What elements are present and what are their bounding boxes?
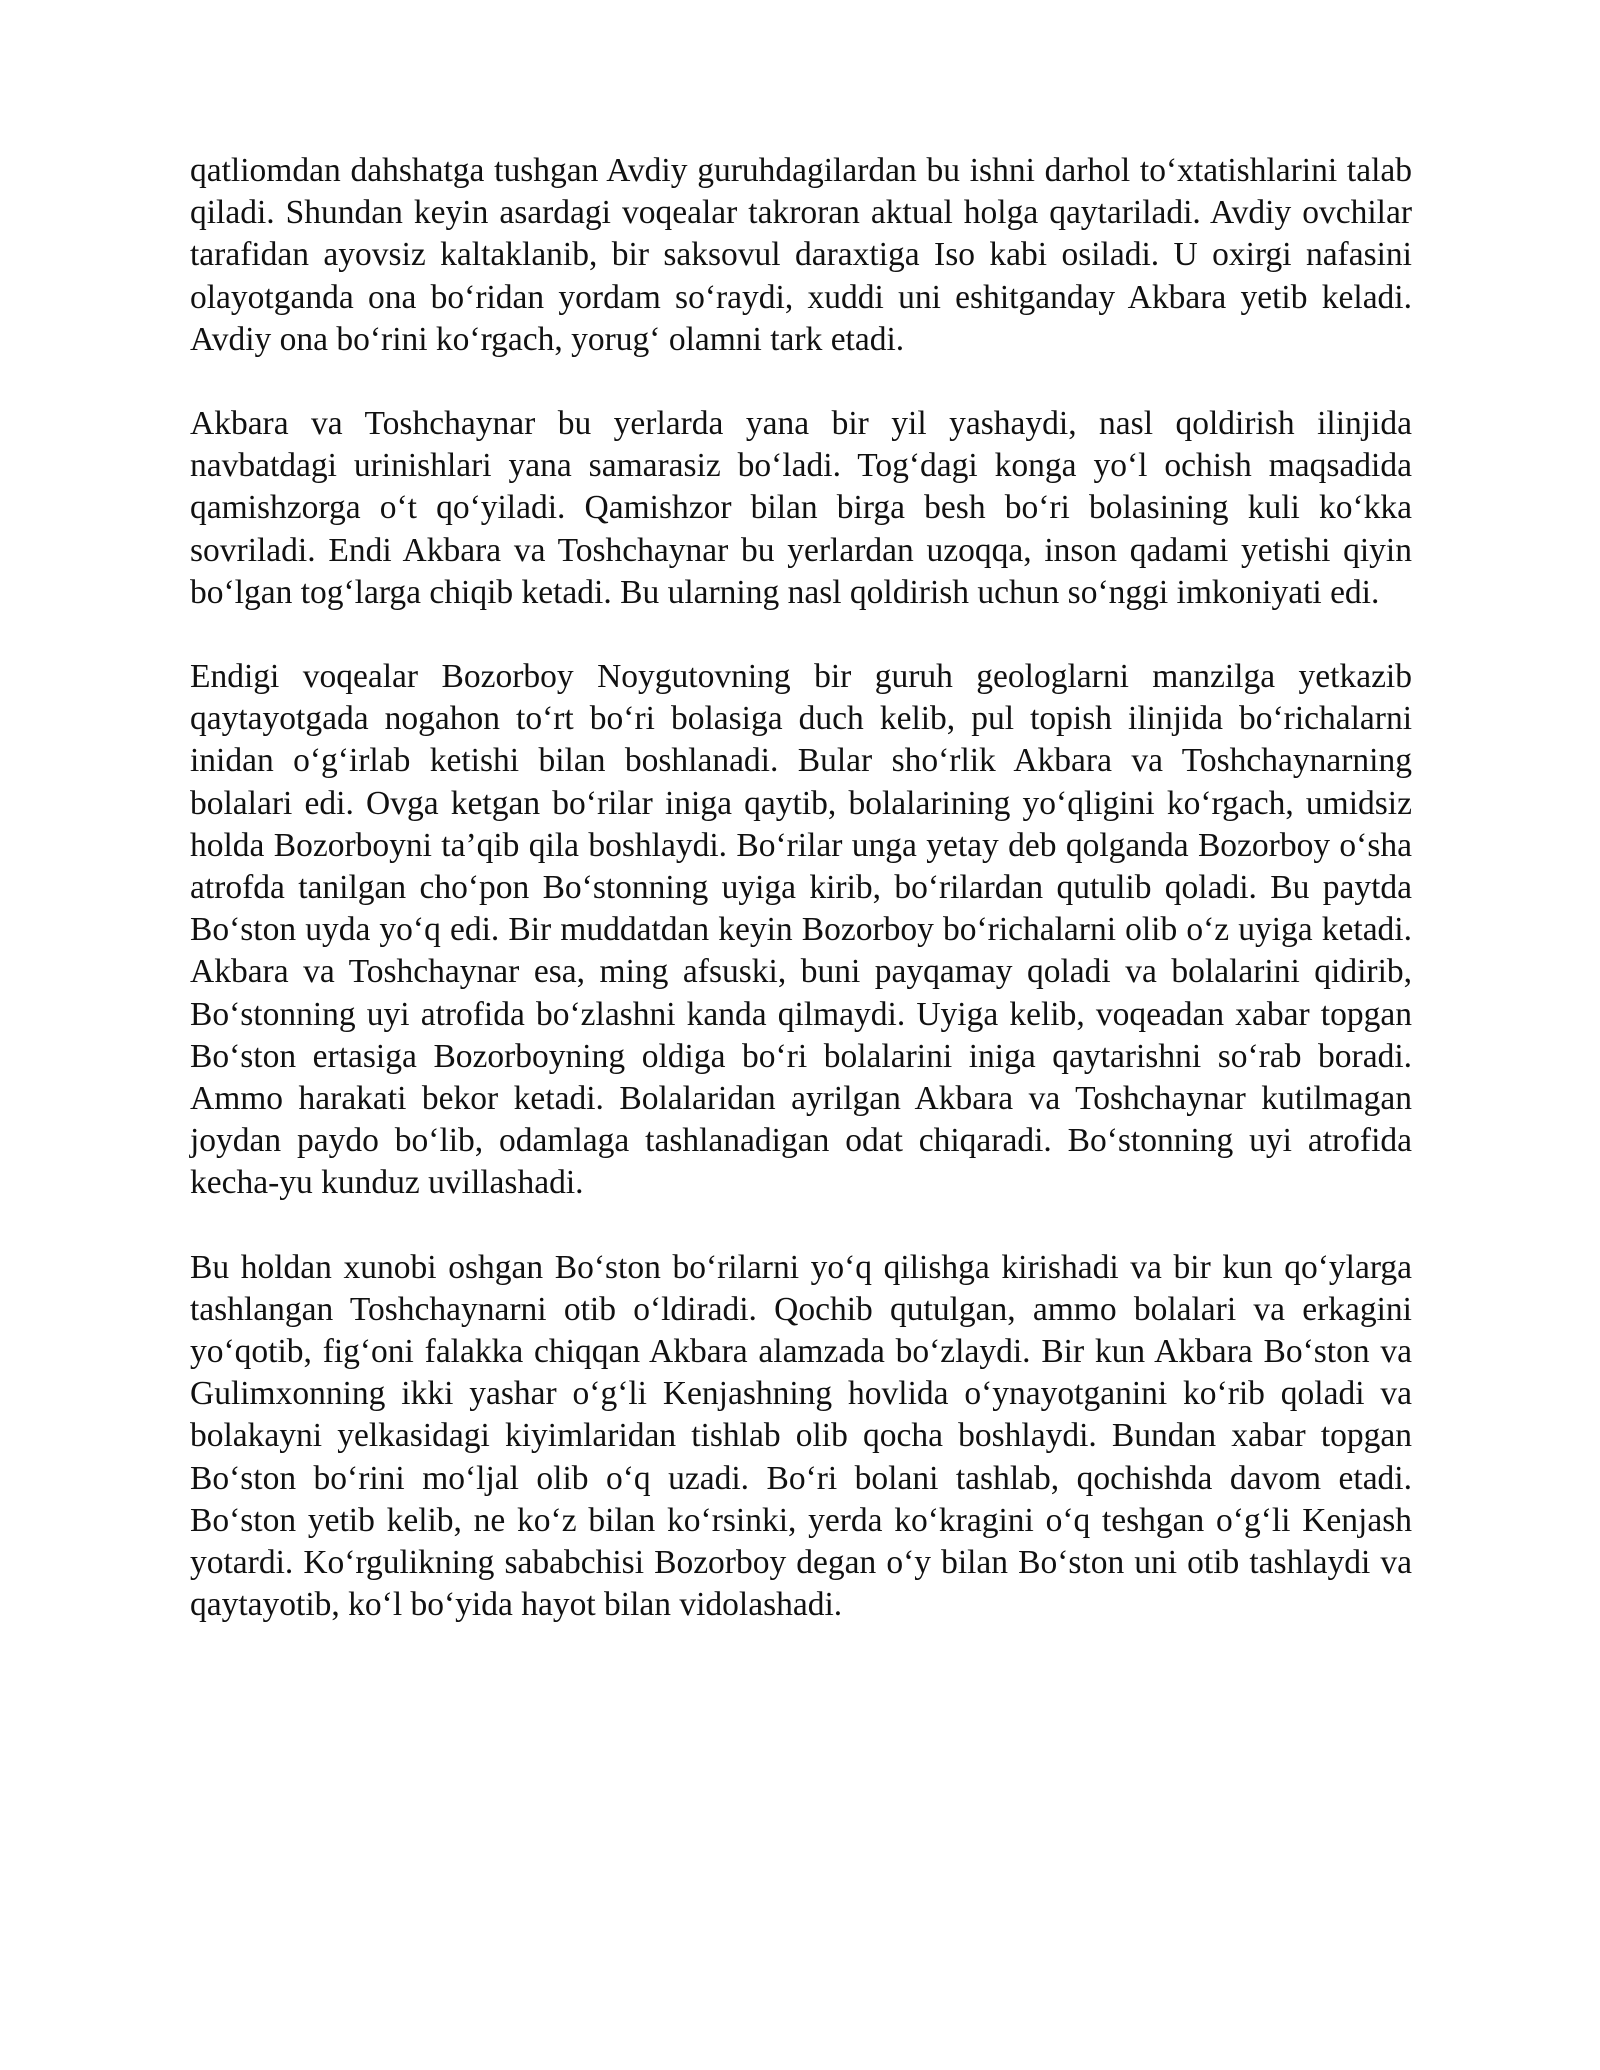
paragraph-3: Endigi voqealar Bozorboy Noygutovning bir guruh geologlarni manzilga yetkazib qaytayotgada nogahon to‘rt bo‘ri bolasiga duch kelib, pul topish ilinjida bo‘richalarni inidan o‘g‘irlab ketishi bilan boshlanadi. Bular sho‘rlik Akbara va Toshchaynarning bolalari edi. Ovga ketgan bo‘rilar iniga qaytib, bolalarining yo‘qligini ko‘rgach, umidsiz holda Bozorboyni ta’qib qila boshlaydi. Bo‘rilar unga yetay deb qolganda Bozorboy o‘sha atrofda tanilgan cho‘pon Bo‘stonning uyiga kirib, bo‘rilardan qutulib qoladi. Bu paytda Bo‘ston uyda yo‘q edi. Bir muddatdan keyin Bozorboy bo‘richalarni olib o‘z uyiga ketadi. Akbara va Toshchaynar esa, ming afsuski, buni payqamay qoladi va bolalarini qidirib, Bo‘stonning uyi atrofida bo‘zlashni kanda qilmaydi. Uyiga kelib, voqeadan xabar topgan Bo‘ston ertasiga Bozorboyning oldiga bo‘ri bolalarini iniga qaytarishni so‘rab boradi. Ammo harakati bekor ketadi. Bolalaridan ayrilgan Akbara va Toshchaynar kutilmagan joydan paydo bo‘lib, odamlaga tashlanadigan odat chiqaradi. Bo‘stonning uyi atrofida kecha-yu kunduz uvillashadi. bbox=[190, 658, 1412, 1202]
paragraph-2: Akbara va Toshchaynar bu yerlarda yana bir yil yashaydi, nasl qoldirish ilinjida navbatdagi urinishlari yana samarasiz bo‘ladi. Tog‘dagi konga yo‘l ochish maqsadida qamishzorga o‘t qo‘yiladi. Qamishzor bilan birga besh bo‘ri bolasining kuli ko‘kka sovriladi. Endi Akbara va Toshchaynar bu yerlardan uzoqqa, inson qadami yetishi qiyin bo‘lgan tog‘larga chiqib ketadi. Bu ularning nasl qoldirish uchun so‘nggi imkoniyati edi. bbox=[190, 405, 1412, 611]
document-page bbox=[190, 150, 1412, 1669]
paragraph-4: Bu holdan xunobi oshgan Bo‘ston bo‘rilarni yo‘q qilishga kirishadi va bir kun qo‘ylarga tashlangan Toshchaynarni otib o‘ldiradi. Qochib qutulgan, ammo bolalari va erkagini yo‘qotib, fig‘oni falakka chiqqan Akbara alamzada bo‘zlaydi. Bir kun Akbara Bo‘ston va Gulimxonning ikki yashar o‘g‘li Kenjashning hovlida o‘ynayotganini ko‘rib qoladi va bolakayni yelkasidagi kiyimlaridan tishlab olib qocha boshlaydi. Bundan xabar topgan Bo‘ston bo‘rini mo‘ljal olib o‘q uzadi. Bo‘ri bolani tashlab, qochishda davom etadi. Bo‘ston yetib kelib, ne ko‘z bilan ko‘rsinki, yerda ko‘kragini o‘q teshgan o‘g‘li Kenjash yotardi. Ko‘rgulikning sababchisi Bozorboy degan o‘y bilan Bo‘ston uni otib tashlaydi va qaytayotib, ko‘l bo‘yida hayot bilan vidolashadi. bbox=[190, 1248, 1412, 1624]
paragraph-1: qatliomdan dahshatga tushgan Avdiy guruhdagilardan bu ishni darhol to‘xtatishlarini talab qiladi. Shundan keyin asardagi voqealar takroran aktual holga qaytariladi. Avdiy ovchilar tarafidan ayovsiz kaltaklanib, bir saksovul daraxtiga Iso kabi osiladi. U oxirgi nafasini olayotganda ona bo‘ridan yordam so‘raydi, xuddi uni eshitganday Akbara yetib keladi. Avdiy ona bo‘rini ko‘rgach, yorug‘ olamni tark etadi. bbox=[190, 152, 1412, 358]
